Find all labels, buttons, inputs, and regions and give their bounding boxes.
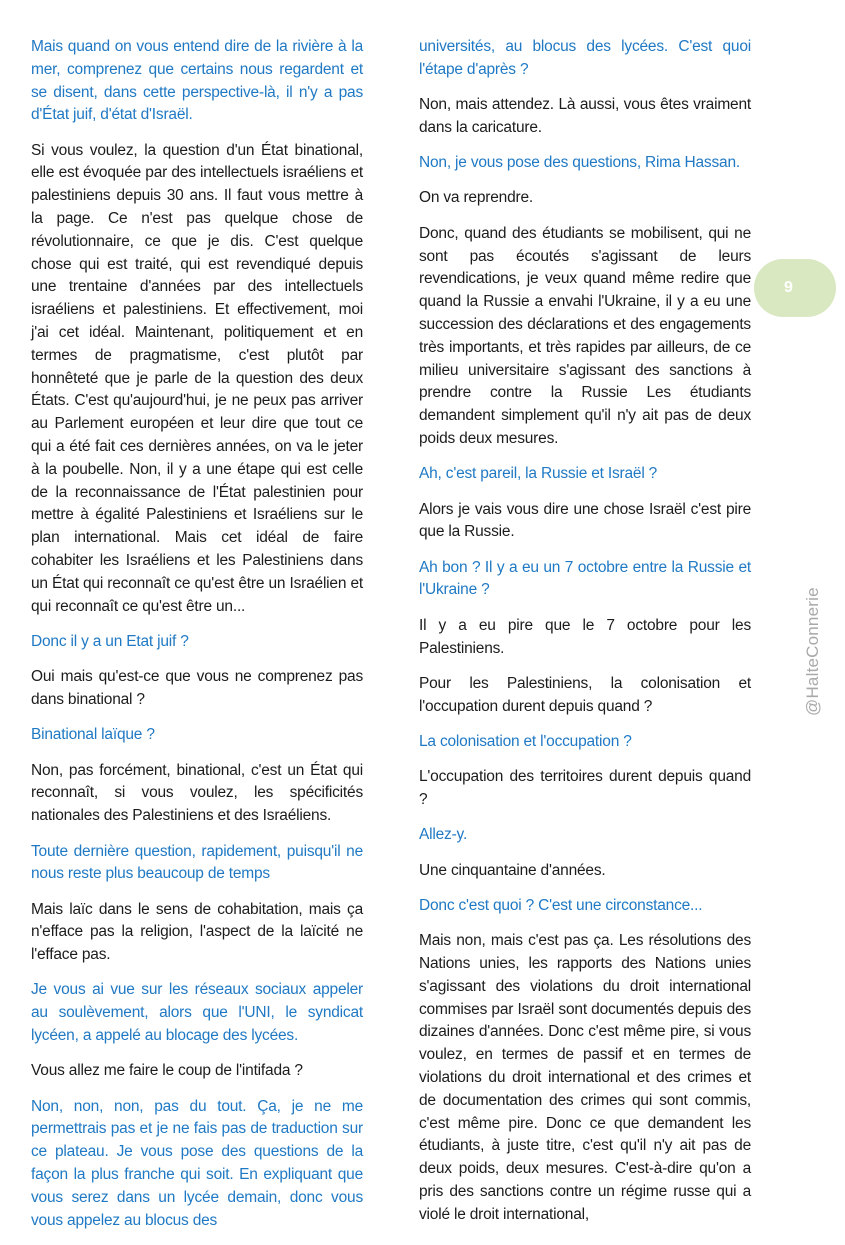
right-column	[419, 36, 751, 1239]
question-paragraph: La colonisation et l'occupation ?	[419, 732, 632, 750]
left-column	[31, 36, 363, 1245]
question-paragraph: Mais quand on vous entend dire de la rivière à la mer, comprenez que certains nous regardent et se disent, dans cette perspective-là, il n'y a pas d'État juif, d'état d'Israël.	[31, 38, 363, 124]
answer-paragraph: Alors je vais vous dire une chose Israël c'est pire que la Russie.	[419, 500, 751, 541]
answer-paragraph: Mais laïc dans le sens de cohabitation, mais ça n'efface pas la religion, l'aspect de la laïcité ne l'efface pas.	[31, 900, 363, 964]
answer-paragraph: Non, mais attendez. Là aussi, vous êtes vraiment dans la caricature.	[419, 96, 751, 136]
answer-paragraph: Vous allez me faire le coup de l'intifada ?	[31, 1062, 303, 1080]
answer-paragraph: Il y a eu pire que le 7 octobre pour les Palestiniens.	[419, 616, 751, 657]
answer-paragraph: Une cinquantaine d'années.	[419, 861, 606, 879]
answer-paragraph: L'occupation des territoires durent depuis quand ?	[419, 768, 751, 809]
question-paragraph: Ah bon ? Il y a eu un 7 octobre entre la Russie et l'Ukraine ?	[419, 558, 751, 599]
question-paragraph: Toute dernière question, rapidement, puisqu'il ne nous reste plus beaucoup de temps	[31, 842, 363, 883]
question-paragraph: Non, je vous pose des questions, Rima Hassan.	[419, 154, 740, 172]
answer-paragraph: Pour les Palestiniens, la colonisation et l'occupation durent depuis quand ?	[419, 674, 751, 715]
answer-paragraph: On va reprendre.	[419, 189, 533, 207]
page-number: 9	[784, 279, 793, 296]
answer-paragraph: Donc, quand des étudiants se mobilisent, qui ne sont pas écoutés s'agissant de leurs revendications, je veux quand même redire que quand la Russie a envahi l'Ukraine, il y a eu une succession des déclarations et des engagements très importants, et très rapides par ailleurs, de ce milieu universitaire s'agissant des sanctions à prendre contre la Russie Les étudiants demandent simplement qu'il n'y ait pas de deux poids deux mesures.	[419, 224, 751, 447]
question-paragraph: Donc c'est quoi ? C'est une circonstance...	[419, 896, 703, 914]
answer-paragraph: Non, pas forcément, binational, c'est un État qui reconnaît, si vous voulez, les spécificités nationales des Palestiniens et des Israéliens.	[31, 761, 363, 825]
question-paragraph: Binational laïque ?	[31, 726, 155, 744]
question-paragraph: Je vous ai vue sur les réseaux sociaux appeler au soulèvement, alors que l'UNI, le syndicat lycéen, a appelé au blocage des lycées.	[31, 981, 363, 1045]
question-paragraph: Non, non, non, pas du tout. Ça, je ne me permettrais pas et je ne fais pas de traduction sur ce plateau. Je vous pose des questions de la façon la plus franche qui soit. En expliquant que vous serez dans un lycée demain, donc vous vous appelez au blocus des	[31, 1097, 363, 1229]
watermark-handle: @HalteConnerie	[803, 587, 822, 716]
question-paragraph: Donc il y a un Etat juif ?	[31, 632, 189, 650]
page-number-badge	[754, 259, 836, 317]
answer-paragraph: Si vous voulez, la question d'un État binational, elle est évoquée par des intellectuels israéliens et palestiniens depuis 30 ans. Il faut vous mettre à la page. Ce n'est pas quelque chose de révolutionnaire, ce que je dis. C'est quelque chose qui est traité, qui est revendiqué depuis une trentaine d'années par des intellectuels israéliens et palestiniens. Et effectivement, moi j'ai cet idéal. Maintenant, politiquement et en termes de pragmatisme, c'est plutôt par honnêteté que je parle de la question des deux États. C'est qu'aujourd'hui, je ne peux pas arriver au Parlement européen et leur dire que tout ce qui a été fait ces dernières années, on va le jeter à la poubelle. Non, il y a une étape qui est celle de la reconnaissance de l'État palestinien pour mettre à égalité Palestiniens et Israéliens sur le plan international. Mais cet idéal de faire cohabiter les Israéliens et les Palestiniens dans un État qui reconnaît ce qu'est être un Israélien et qui reconnaît ce qu'est être un...	[31, 141, 363, 615]
answer-paragraph: Mais non, mais c'est pas ça. Les résolutions des Nations unies, les rapports des Nations unies s'agissant des violations du droit international commises par Israël sont documentés depuis des dizaines d'années. Donc c'est même pire, si vous voulez, en termes de passif et en termes de violations du droit international et des crimes et de documentation des crimes qui sont commis, c'est même pire. Donc ce que demandent les étudiants, à juste titre, c'est qu'il n'y ait pas de deux poids, deux mesures. C'est-à-dire qu'on a pris des sanctions contre un régime russe qui a violé le droit international,	[419, 932, 751, 1223]
question-paragraph: Ah, c'est pareil, la Russie et Israël ?	[419, 465, 658, 483]
question-paragraph: universités, au blocus des lycées. C'est quoi l'étape d'après ?	[419, 38, 751, 78]
answer-paragraph: Oui mais qu'est-ce que vous ne comprenez pas dans binational ?	[31, 668, 363, 709]
question-paragraph: Allez-y.	[419, 826, 468, 844]
